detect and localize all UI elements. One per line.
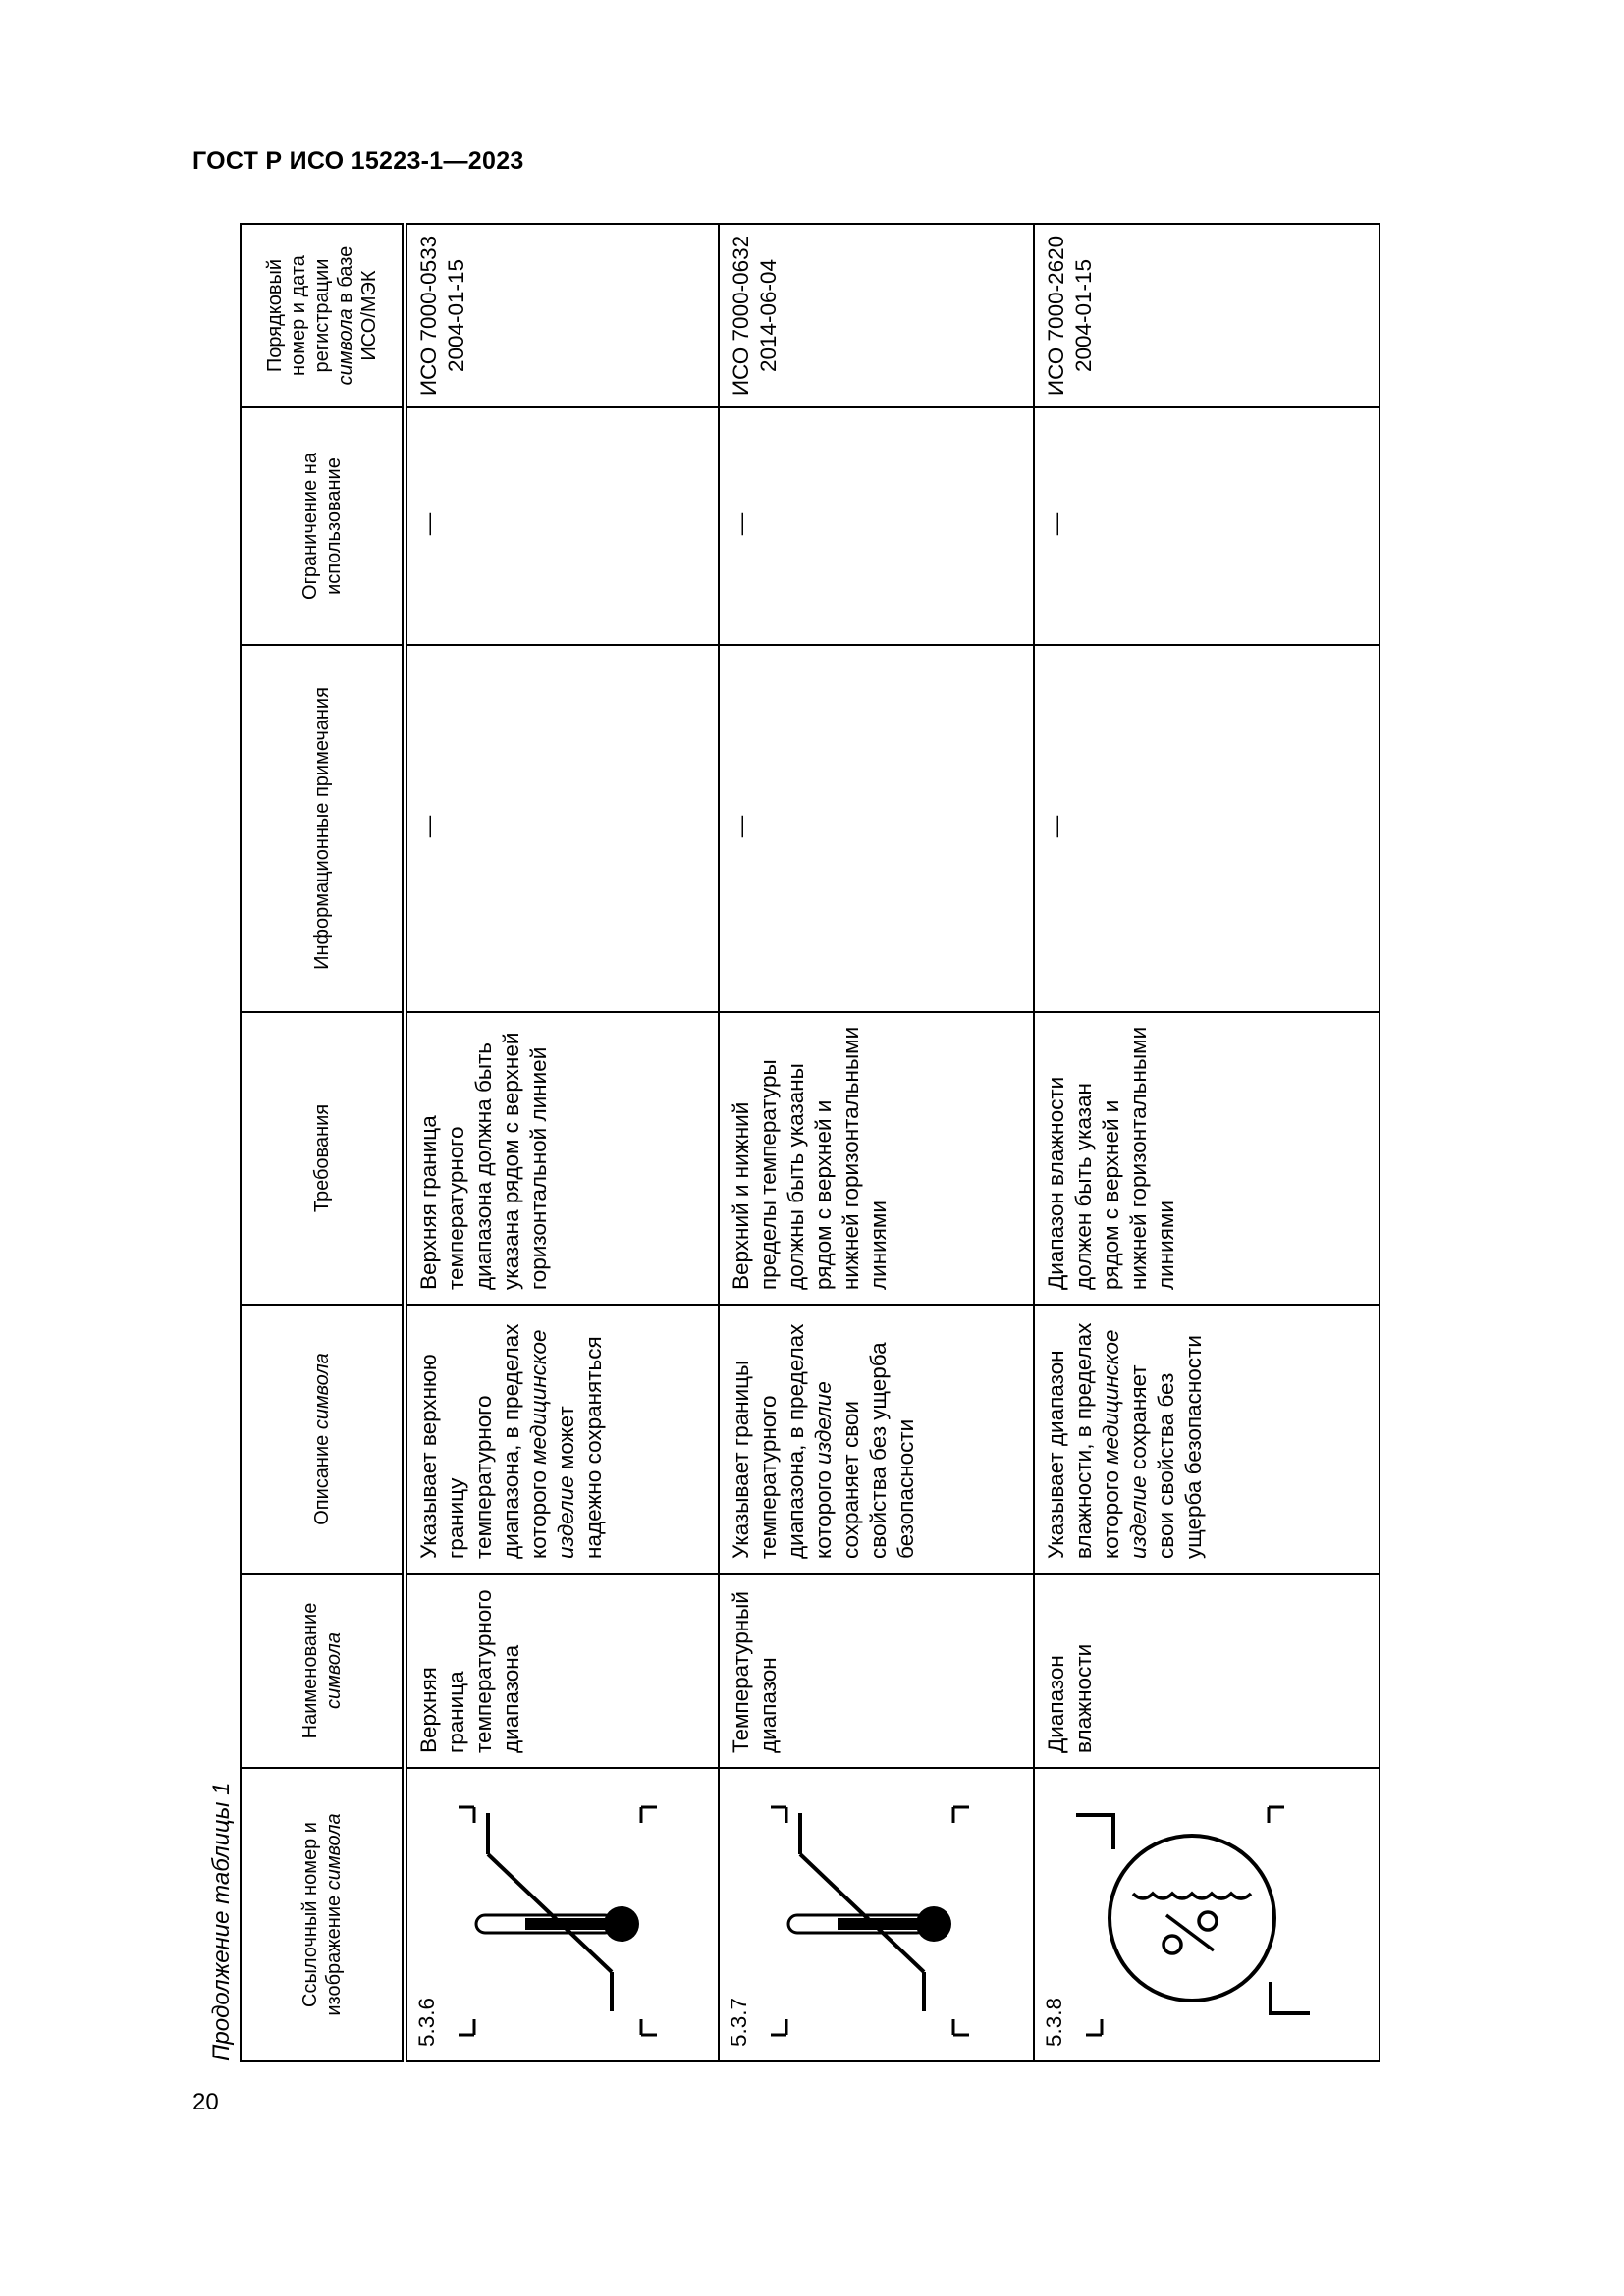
registration-date: 2014-06-04 xyxy=(756,258,782,373)
registration-number: ИСО 7000-2620 xyxy=(1043,235,1068,397)
symbol-notes: — xyxy=(1034,645,1380,1012)
registration-date: 2004-01-15 xyxy=(444,258,468,373)
symbol-registration xyxy=(405,224,719,407)
symbol-description: Указывает границы температурного диапазона, в пределах которого изделие сохраняет свои свойства без ущерба безопасности xyxy=(719,1305,1033,1574)
table-row xyxy=(405,224,719,2061)
upper-temperature-limit-icon xyxy=(447,1786,687,2041)
symbol-notes: — xyxy=(405,645,719,1012)
page-number: 20 xyxy=(192,2089,219,2115)
document-header-title: ГОСТ Р ИСО 15223-1—2023 xyxy=(192,147,524,175)
symbol-cell xyxy=(1034,1768,1380,2061)
symbol-cell xyxy=(405,1768,719,2061)
symbol-restriction: — xyxy=(1034,407,1380,645)
symbol-restriction: — xyxy=(405,407,719,645)
symbol-ref-number: 5.3.7 xyxy=(727,1997,752,2047)
symbol-ref-number: 5.3.8 xyxy=(1041,1997,1066,2047)
symbol-name: Диапазон влажности xyxy=(1034,1574,1380,1768)
symbol-restriction: — xyxy=(719,407,1033,645)
symbols-table xyxy=(240,223,1380,2062)
symbol-notes: — xyxy=(719,645,1033,1012)
symbol-name: Верхняя граница температурного диапазона xyxy=(405,1574,719,1768)
symbol-ref-number: 5.3.6 xyxy=(414,1997,439,2047)
humidity-limitation-icon xyxy=(1074,1786,1315,2041)
symbol-registration xyxy=(719,224,1033,407)
header-requirements: Требования xyxy=(241,1012,405,1305)
header-ref: Ссылочный номер и изображение символа xyxy=(241,1768,405,2061)
symbol-requirements: Верхний и нижний пределы температуры должны быть указаны рядом с верхней и нижней горизонтальными линиями xyxy=(719,1012,1033,1305)
header-name: Наименование символа xyxy=(241,1574,405,1768)
symbol-cell xyxy=(719,1768,1033,2061)
header-restriction: Ограничение на использование xyxy=(241,407,405,645)
header-registration: Порядковый номер и дата регистрации символа в базе ИСО/МЭК xyxy=(241,224,405,407)
registration-date: 2004-01-15 xyxy=(1070,258,1096,373)
registration-number: ИСО 7000-0533 xyxy=(416,235,441,397)
table-row xyxy=(1034,224,1380,2061)
table-header-row xyxy=(241,224,405,2061)
registration-number: ИСО 7000-0632 xyxy=(729,235,754,397)
symbol-registration xyxy=(1034,224,1380,407)
symbol-name: Температурный диапазон xyxy=(719,1574,1033,1768)
rotated-table-container xyxy=(240,225,1380,2062)
symbol-description: Указывает верхнюю границу температурного диапазона, в пределах которого медицинское изделие может надежно сохраняться xyxy=(405,1305,719,1574)
symbol-requirements: Верхняя граница температурного диапазона должна быть указана рядом с верхней горизонтальной линией xyxy=(405,1012,719,1305)
symbol-description: Указывает диапазон влажности, в пределах которого медицинское изделие сохраняет свои свойства без ущерба безопасности xyxy=(1034,1305,1380,1574)
table-row xyxy=(719,224,1033,2061)
symbol-requirements: Диапазон влажности должен быть указан рядом с верхней и нижней горизонтальными линиями xyxy=(1034,1012,1380,1305)
temperature-limit-icon xyxy=(759,1786,1000,2041)
header-notes: Информационные примечания xyxy=(241,645,405,1012)
header-description: Описание символа xyxy=(241,1305,405,1574)
table-caption: Продолжение таблицы 1 xyxy=(208,1782,235,2061)
